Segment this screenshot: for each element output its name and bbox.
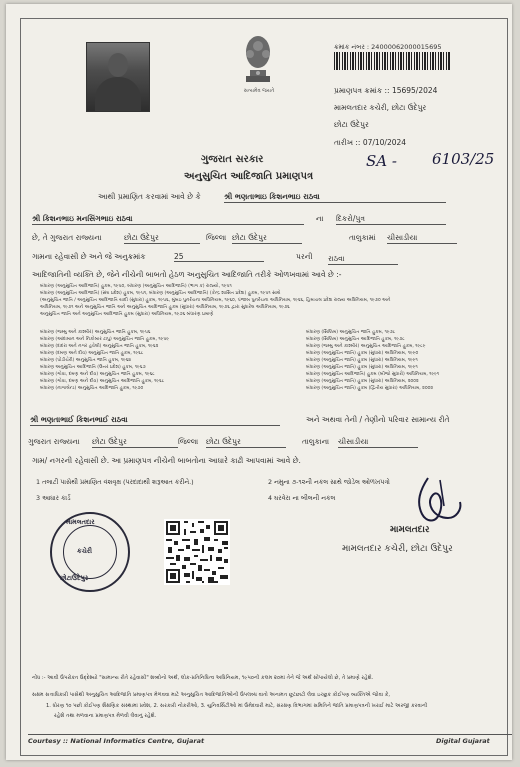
order-line: બંધારણ (અનુસુચિત જાતિ) હુકમ (સુધારા) અધિનિયમ, ૧૯૯૧ [306, 358, 418, 363]
order-line: બંધારણ (અનુસુચિત જાતિ) હુકમ (સુધારા) અધિનિયમ, ૧૯૯૧ [306, 365, 418, 370]
note-items: 1. ધોરણ ૧૦ પછી કોઈપણ શૈક્ષણિક સંસ્થામાં પ્રવેશ, 2. સરકારી નોકરીઓ, 3. યુનિવર્સિટીઓ માં ઉમેદવારી માટે, સંરક્ષણ વિભાગમાં સમિતિને જાતિ પ્રમાણપત્રની ખરાઈ માટે અરજી કરવાની [46, 703, 428, 709]
order-line: બંધારણ (ગોવા, દમણ અને દીવ) અનુસુચિત આદિજાતિ હુકમ, ૧૯૬૮ [40, 379, 165, 384]
order-line: બંધારણ (જમ્મુ અને કાશ્મીર) અનુસુચિત જાતિ હુકમ, ૧૯૫૬ [40, 330, 151, 335]
order-line: બંધારણ અનુસુચિત આદિજાતિ (ઉત્તર પ્રદેશ) હુકમ, ૧૯૬૭ [40, 365, 146, 370]
order-line: બંધારણ (અનુસુચિત જાતિ) હુકમ (સુધારા) અધિનિયમ, ૧૯૯૦ [306, 351, 419, 356]
certificate-paper [6, 4, 512, 760]
applicant-name-2: શ્રી ભણતાભાઈ કિશનભાઈ રાઠવા [30, 415, 280, 426]
serial-number: 25 [174, 252, 264, 262]
note-eligibility: સક્ષમ સત્તાધિકારી પાસેથી અનુસુચિત આદિજાતિ પ્રમાણપત્ર મેળવવા માટે અનુસુચિત આદિજાતિઓની ઉપલબ્ધ વાતો અનામત છૂટછાટો લેવા ઇચ્છુક કોઈપણ વ્યક્તિએ જોવા કે, [32, 692, 391, 698]
basis-item: 3 આધાર કાર્ડ [36, 494, 71, 502]
signatory-title: મામલતદાર [390, 525, 430, 535]
footer-brand: Digital Gujarat [436, 737, 490, 745]
barcode [334, 52, 450, 70]
order-line: બંધારણ (નાગાલેન્ડ) અનુસુચિત આદિજાતિ હુકમ, ૧૯૭૦ [40, 386, 144, 391]
handwritten-ref-prefix: SA - [366, 152, 397, 170]
basis-item: 2 નમુના ૭-૧૨ની નકલ સાથે જોડેલ ઓળખપત્રો [268, 478, 390, 486]
gov-title: ગુજરાત સરકાર [201, 154, 264, 165]
district-label: જિલ્લા [206, 233, 227, 242]
applicant-name: શ્રી ભણતાભાઇ કિશનભાઇ રાઠવા [224, 192, 446, 203]
issuing-city: છોટા ઉદેપુર [334, 120, 369, 129]
certificate-title: અનુસુચિત આદિજાતિ પ્રમાણપત્ર [184, 171, 314, 182]
order-line: બંધારણ (અનુસુચિત આદિજાતિ) (સંઘ પ્રદેશ) હુકમ, ૧૯૫૧, બંધારણ (અનુસુચિત આદિજાતિ) (કેન્દ્ર શાસિત પ્રદેશ) હુકમ, ૧૯૫૧ સાથે [40, 291, 281, 296]
certify-prefix: આથી પ્રમાણિત કરવામાં આવે છે કે [98, 192, 201, 201]
order-line: બંધારણ (પોંડીચેરી) અનુસુચિત જાતિ હુકમ, ૧૯૬૪ [40, 358, 132, 363]
tribe-value: રાઠવા [328, 254, 398, 265]
district-value-4: છોટા ઉદેપુર [206, 437, 286, 448]
state-2: ગુજરાત રાજ્યના [28, 437, 80, 446]
parent-name: શ્રી કિશનભાઇ મનસિંગભાઇ રાઠવા [32, 214, 304, 225]
taluka-label-2: તાલુકાના [302, 437, 330, 446]
relation-value: દિકરો/પુત્ર [336, 214, 446, 225]
seal-bottom-text: છોટાઉદેપુર [60, 574, 89, 582]
order-line: બંધારણ (દમણ અને દીવ) અનુસુચિત જાતિ હુકમ, ૧૯૬૮ [40, 351, 144, 356]
order-line: (અનુસુચિત જાતિ / અનુસુચિત આદિજાતિ યાદી (સુધારા) હુકમ, ૧૯૫૬, મુંબઇ પુનર્રચના અધિનિયમ, ૧૯૬૦, પંજાબ પુનર્રચના અધિનિયમ, ૧૯૬૬, હિમાચલ પ્રદેશ રાજ્ય અધિનિયમ, ૧૯૭૦ અને [40, 298, 391, 303]
order-line: બંધારણ (જમ્મુ અને કાશ્મીર) અનુસુચિત આદિજાતિ હુકમ, ૧૯૮૯ [306, 344, 426, 349]
issue-date: તારીખ :: 07/10/2024 [334, 138, 407, 147]
footer-divider [28, 734, 512, 735]
seal-top-text: મામલતદાર [66, 518, 95, 526]
state-prefix: છે, તે ગુજરાત રાજ્યના [32, 233, 102, 242]
office-seal [50, 512, 130, 592]
order-line: બંધારણ (અનુસુચિત જાતિ) હુકમ (સુધારા) અધિનિયમ, ૨૦૦૨ [306, 379, 419, 384]
order-line: બંધારણ (ગોવા, દમણ અને દીવ) અનુસુચિત જાતિ હુકમ, ૧૯૬૮ [40, 372, 155, 377]
orders-top-list [40, 283, 490, 318]
order-line: બંધારણ (સિક્કિમ) અનુસુચિત જાતિ હુકમ, ૧૯૭૮ [306, 330, 396, 335]
order-line: બંધારણ (અનુસુચિત જાતિ) હુકમ (દ્વિતીય સુધારા) અધિનિયમ, ૨૦૦૨ [306, 386, 434, 391]
serial-prefix: ગામના રહેવાસી છે અને જે અનુક્રમાંક [32, 252, 146, 261]
order-line: બંધારણ (સિક્કિમ) અનુસુચિત આદિજાતિ હુકમ, ૧૯૭૮ [306, 337, 405, 342]
footer-courtesy: Courtesy :: National Informatics Centre, Gujarat [28, 737, 205, 745]
signatory-office: મામલતદાર કચેરી, છોટા ઉદેપુર [342, 544, 453, 554]
district-value-2: છોટા ઉદેપુર [232, 233, 302, 244]
taluka-label: તાલુકામાં [349, 233, 376, 242]
declaration-text: આદિજાતિની વ્યક્તિ છે, જેને નીચેની બાબતો હેઠળ અનુસુચિત આદિજાતિ તરીકે ઓળખવામાં આવે છે :- [32, 270, 342, 279]
note-items-cont: રહેશે તથા મળવાના પ્રમાણપત્ર મેળવી લેવાનું રહેશે. [54, 713, 157, 719]
seal-middle-text: કચેરી [77, 547, 93, 555]
applicant-photo [86, 42, 150, 112]
emblem-caption: સત્યમેવ જયતે [243, 88, 275, 94]
note-residence: નોંધ :- આવી ઉપરોક્ત ઉદ્દેશ્યો "સામાન્ય રીતે રહેવાસી" શબ્દોનો અર્થ, લોક-પ્રતિનિધિત્વ અધિનિયમ, ૧૯૫૦ની કલમ ૨૦માં તેને જે અર્થ સોંપાયેલો છે, તે પ્રમાણે રહેશે. [32, 675, 374, 681]
basis-item: 1 તલાટી પાસેથી પ્રમાણિત વંશવૃક્ષ (પરદાદાથી શરૂઆત કરીને.) [36, 478, 194, 486]
district-value-1: છોટા ઉદેપુર [124, 233, 200, 244]
order-line: અધિનિયમ, ૧૯૭૧ અને અનુસુચિત જાતિ અને અનુસુચિત આદિજાતિ હુકમ (સુધારા) અધિનિયમ, ૧૯૭૬ દ્વારા સુધારેલ અધિનિયમ, ૧૯૭૬ [40, 305, 290, 310]
order-line: બંધારણ (અનુસુચિત આદિજાતિ) હુકમ (બીજો સુધારો) અધિનિયમ, ૧૯૯૧ [306, 372, 440, 377]
district-label-2: જિલ્લા [178, 437, 199, 446]
order-line: બંધારણ (આંદામાન અને નિકોબાર ટાપુ) અનુસુચિત જાતિ હુકમ, ૧૯૫૯ [40, 337, 170, 342]
orders-right-list [306, 329, 502, 392]
national-emblem-icon [240, 32, 276, 88]
residence-line: ગામ/ નગરની રહેવાસી છે. આ પ્રમાણપત્ર નીચેની બાબતોના આધારે કાઢી આપવામાં આવે છે. [32, 456, 301, 465]
order-line: બંધારણ (દાદરા અને નગર હવેલી) અનુસુચિત જાતિ હુકમ, ૧૯૬૨ [40, 344, 159, 349]
signature-mark [410, 474, 466, 528]
basis-item: 4 ઘરવેરા ના બીલની નકલ [268, 494, 336, 502]
relation-prefix: ના [316, 214, 324, 223]
barcode-number: ક્રમાંક નંબર : 24000062000015695 [334, 43, 442, 51]
qr-code [164, 519, 230, 585]
family-clause: અને અથવા તેની / તેણીનો પરિવાર સામાન્ય રીતે [306, 415, 450, 424]
handwritten-ref-number: 6103/25 [432, 150, 495, 168]
taluka-value: ચીસાડીયા [387, 233, 457, 244]
certificate-number: પ્રમાણપત્ર ક્રમાંક :: 15695/2024 [334, 86, 438, 95]
order-line: અનુસુચિત જાતિ અને અનુસુચિત આદિજાતિ હુકમ (સુધારા) અધિનિયમ, ૧૯૭૬ બંધારણ પ્રમાણે [40, 312, 214, 317]
district-value-3: છોટા ઉદેપુર [92, 437, 178, 448]
tribe-label: પરની [296, 252, 313, 261]
orders-left-list [40, 329, 260, 392]
taluka-value-2: ચીસાડીયા [338, 437, 418, 448]
order-line: બંધારણ (અનુસુચિત આદિજાતિ) હુકમ, ૧૯૫૦, બંધારણ (અનુસુચિત આદિજાતિ) (ભાગ ક) રાજ્યો, ૧૯૫૧ [40, 284, 232, 289]
issuing-office: મામલતદાર કચેરી, છોટા ઉદેપુર [334, 103, 427, 112]
